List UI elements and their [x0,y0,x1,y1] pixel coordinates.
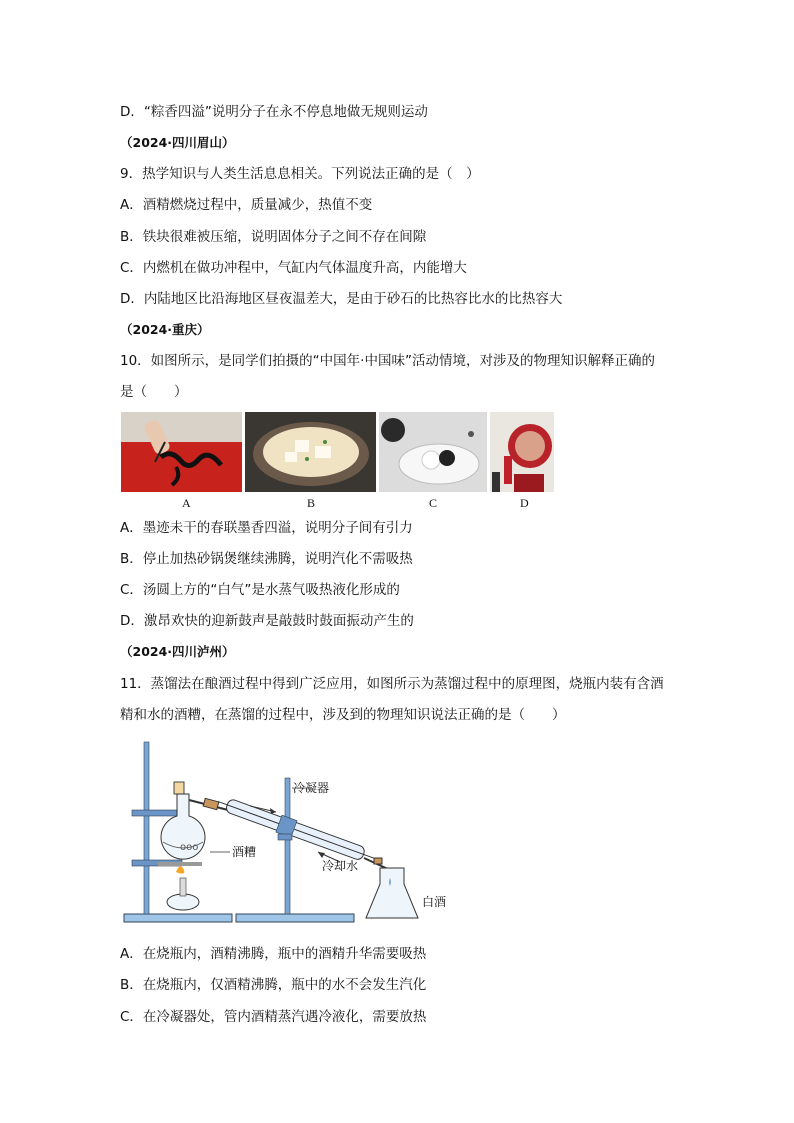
label-mash: 酒糟 [232,845,257,859]
photo-label-a: A [182,496,191,510]
photo-calligraphy [121,412,242,492]
distillation-diagram [118,738,458,930]
q9-option-c: C．内燃机在做功冲程中，气缸内气体温度升高，内能增大 [120,260,467,276]
q8-option-d: D．“粽香四溢”说明分子在永不停息地做无规则运动 [120,104,428,120]
q10-option-b: B．停止加热砂锅煲继续沸腾，说明汽化不需吸热 [120,551,413,567]
q10-stem-line2: 是（ ） [120,384,188,400]
photo-tofu-soup [245,412,376,492]
q9-option-b: B．铁块很难被压缩，说明固体分子之间不存在间隙 [120,229,427,245]
source-tag-q9: （2024·四川眉山） [120,135,235,150]
q11-stem-line1: 11．蒸馏法在酿酒过程中得到广泛应用，如图所示为蒸馏过程中的原理图，烧瓶内装有含酒 [120,676,664,692]
source-tag-q11: （2024·四川泸州） [120,644,235,659]
q10-option-a: A．墨迹未干的春联墨香四溢，说明分子间有引力 [120,520,413,536]
q11-stem-line2: 精和水的酒糟，在蒸馏的过程中，涉及到的物理知识说法正确的是（ ） [120,707,566,723]
source-tag-q10: （2024·重庆） [120,322,210,337]
svg-text:ooo: ooo [180,842,199,853]
label-condenser: 冷凝器 [293,781,330,795]
photo-label-c: C [429,496,438,510]
q10-option-c: C．汤圆上方的“白气”是水蒸气吸热液化形成的 [120,582,400,598]
q9-stem: 9．热学知识与人类生活息息相关。下列说法正确的是（ ） [120,166,480,182]
q11-option-b: B．在烧瓶内，仅酒精沸腾，瓶中的水不会发生汽化 [120,977,427,993]
q9-option-a: A．酒精燃烧过程中，质量减少，热值不变 [120,197,373,213]
photo-tangyuan [379,412,487,492]
photo-drum [490,412,554,492]
photo-label-d: D [520,496,529,510]
label-cooling-water: 冷却水 [322,859,359,873]
photo-label-b: B [307,496,316,510]
q9-option-d: D．内陆地区比沿海地区昼夜温差大，是由于砂石的比热容比水的比热容大 [120,291,563,307]
q10-option-d: D．激昂欢快的迎新鼓声是敲鼓时鼓面振动产生的 [120,613,414,629]
q10-stem-line1: 10．如图所示，是同学们拍摄的“中国年·中国味”活动情境，对涉及的物理知识解释正确的 [120,353,655,369]
q11-option-a: A．在烧瓶内，酒精沸腾，瓶中的酒精升华需要吸热 [120,946,427,962]
label-liquor: 白酒 [422,895,447,909]
q11-option-c: C．在冷凝器处，管内酒精蒸汽遇冷液化，需要放热 [120,1009,427,1025]
